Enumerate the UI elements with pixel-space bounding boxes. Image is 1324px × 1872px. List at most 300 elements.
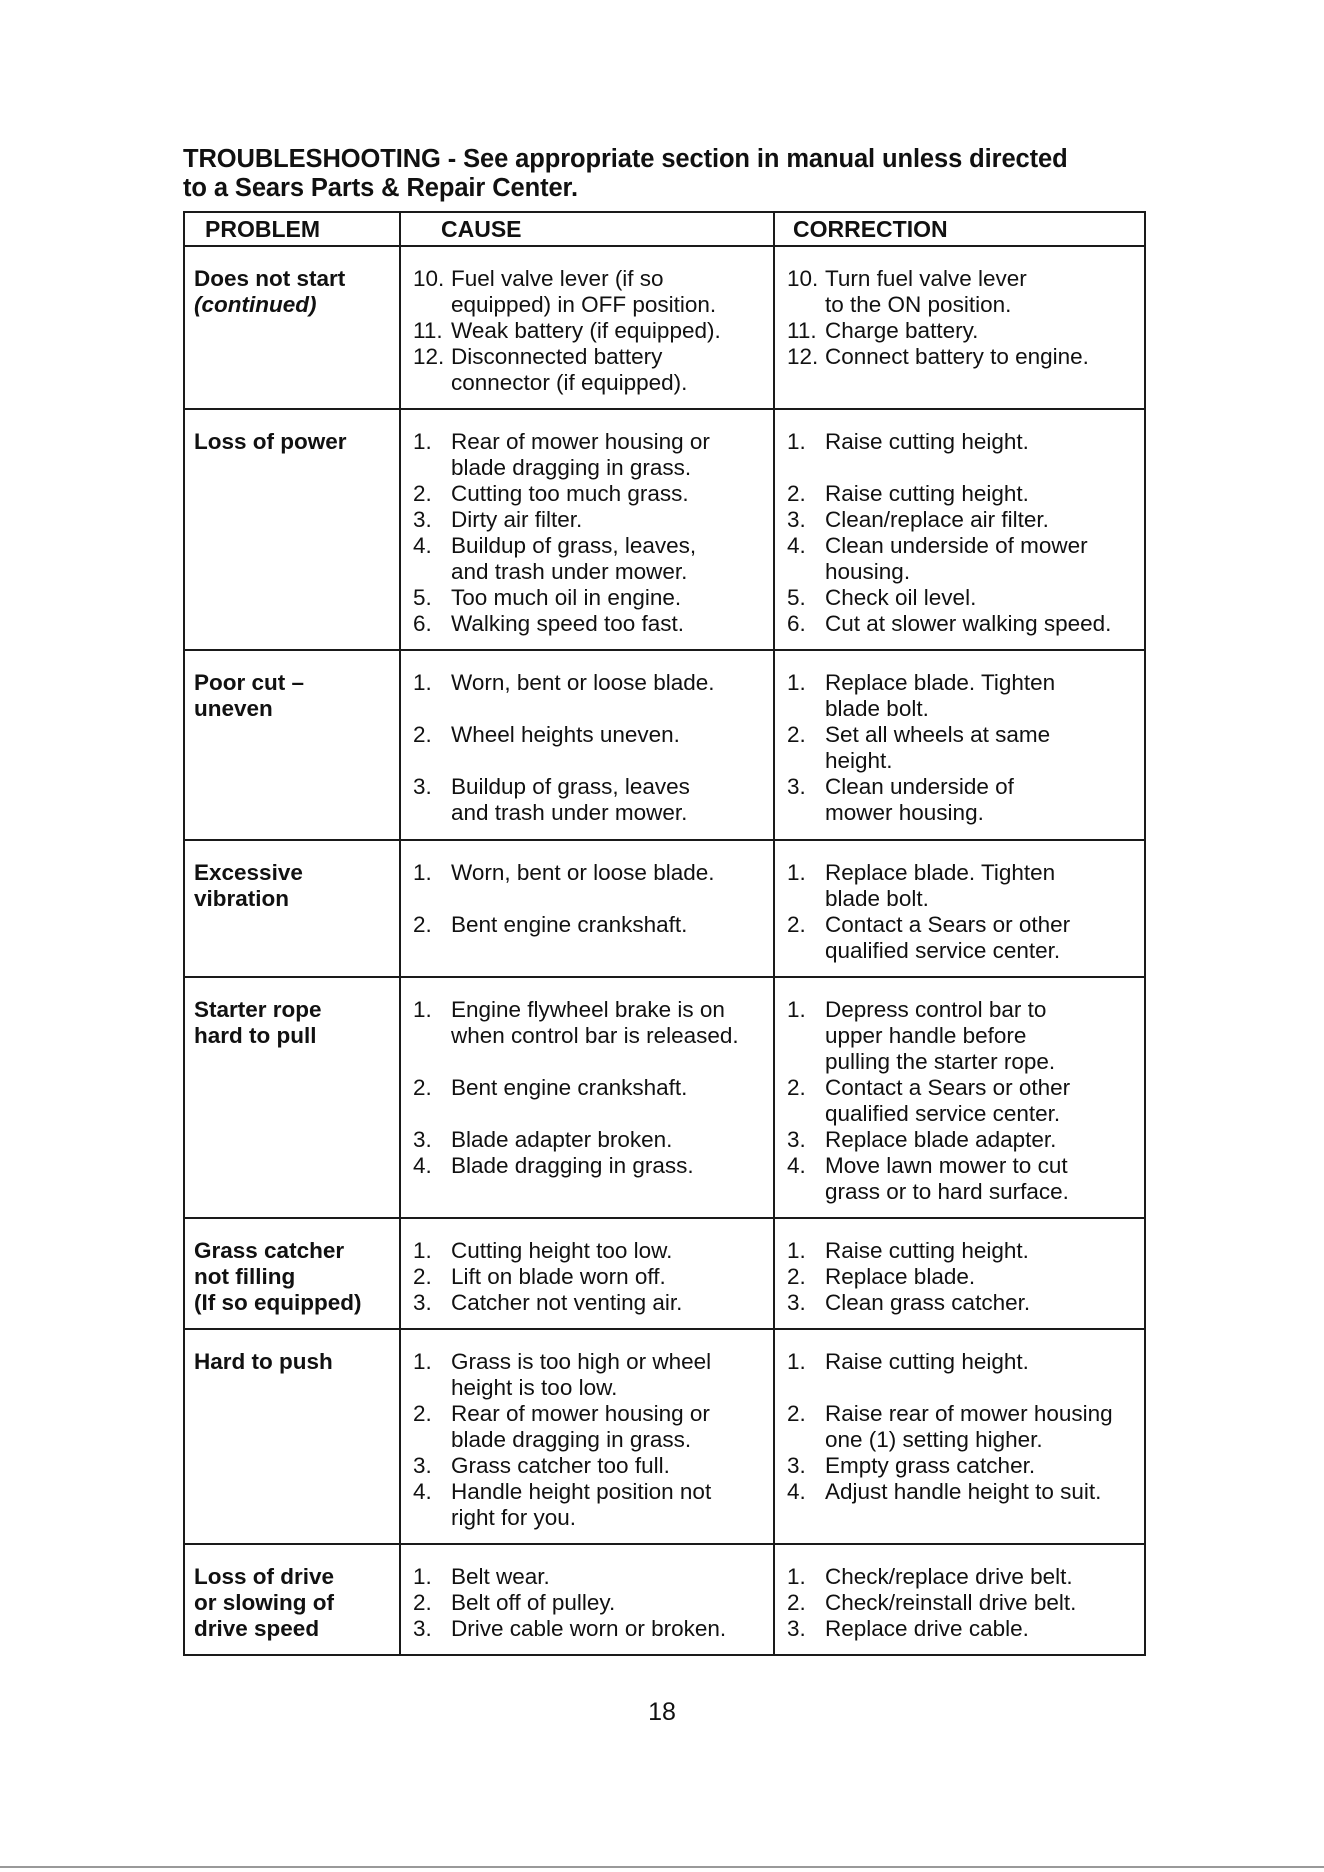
item-spacer xyxy=(413,1101,773,1127)
item-text xyxy=(451,533,773,585)
problem-cell xyxy=(184,1329,400,1544)
item-number: 1. xyxy=(413,670,432,695)
item-number: 1. xyxy=(413,997,432,1022)
item-number: 4. xyxy=(413,1479,432,1504)
problem-text: Loss of drive xyxy=(194,1564,335,1589)
problem-text: hard to pull xyxy=(194,1023,317,1048)
item-line: Replace blade. Tighten xyxy=(825,860,1056,885)
problem-cell xyxy=(184,409,400,650)
item-line: Worn, bent or loose blade. xyxy=(451,860,715,885)
item-line: Raise cutting height. xyxy=(825,429,1029,454)
problem-text: vibration xyxy=(194,886,290,911)
item-line: Adjust handle height to suit. xyxy=(825,1479,1102,1504)
item-number: 2. xyxy=(413,1590,432,1615)
correction-item xyxy=(787,997,1144,1075)
item-number: 4. xyxy=(413,533,432,558)
item-line: housing. xyxy=(825,559,911,584)
problem-text: Poor cut – xyxy=(194,670,305,695)
item-line: Replace blade. xyxy=(825,1264,976,1289)
item-text xyxy=(451,1590,773,1616)
item-number: 1. xyxy=(413,1564,432,1589)
correction-cell xyxy=(774,1544,1145,1655)
item-line: Weak battery (if equipped). xyxy=(451,318,721,343)
cause-item xyxy=(413,860,773,886)
item-line: grass or to hard surface. xyxy=(825,1179,1069,1204)
bottom-rule xyxy=(0,1866,1324,1868)
problem-text: Hard to push xyxy=(194,1349,333,1374)
item-text xyxy=(451,611,773,637)
cause-item xyxy=(413,429,773,481)
problem-cell xyxy=(184,1544,400,1655)
problem-text: Loss of power xyxy=(194,429,347,454)
item-spacer xyxy=(413,886,773,912)
correction-item xyxy=(787,1453,1144,1479)
item-line: Disconnected battery xyxy=(451,344,663,369)
item-text xyxy=(451,585,773,611)
item-line: Connect battery to engine. xyxy=(825,344,1089,369)
cause-cell xyxy=(400,840,774,977)
item-number: 2. xyxy=(413,481,432,506)
header-cause: CAUSE xyxy=(400,212,774,246)
cause-item xyxy=(413,1127,773,1153)
item-text xyxy=(825,1590,1144,1616)
correction-item xyxy=(787,611,1144,637)
correction-item xyxy=(787,266,1144,318)
item-number: 2. xyxy=(787,1075,806,1100)
item-number: 5. xyxy=(413,585,432,610)
item-number: 4. xyxy=(787,1153,806,1178)
item-text xyxy=(451,997,773,1049)
item-number: 2. xyxy=(413,722,432,747)
correction-item xyxy=(787,1238,1144,1264)
item-line: Rear of mower housing or xyxy=(451,1401,710,1426)
heading-line-2: to a Sears Parts & Repair Center. xyxy=(183,174,578,202)
item-line: and trash under mower. xyxy=(451,800,688,825)
correction-item xyxy=(787,774,1144,826)
item-line: when control bar is released. xyxy=(451,1023,739,1048)
item-line: Grass is too high or wheel xyxy=(451,1349,712,1374)
item-text xyxy=(825,344,1144,370)
correction-item xyxy=(787,1616,1144,1642)
item-number: 2. xyxy=(787,1590,806,1615)
item-text xyxy=(451,481,773,507)
item-line: Raise cutting height. xyxy=(825,1238,1029,1263)
problem-cell xyxy=(184,1218,400,1329)
item-number: 3. xyxy=(787,1616,806,1641)
correction-item xyxy=(787,1075,1144,1127)
correction-item xyxy=(787,1564,1144,1590)
cause-item xyxy=(413,1238,773,1264)
table-row xyxy=(184,650,1145,840)
problem-text: Does not start xyxy=(194,266,346,291)
item-number: 3. xyxy=(787,1453,806,1478)
item-line: Worn, bent or loose blade. xyxy=(451,670,715,695)
troubleshooting-table xyxy=(183,211,1146,1656)
item-text xyxy=(451,860,773,886)
table-header-row xyxy=(184,212,1145,246)
item-line: Cutting too much grass. xyxy=(451,481,689,506)
problem-cell xyxy=(184,246,400,409)
cause-cell xyxy=(400,409,774,650)
item-line: Grass catcher too full. xyxy=(451,1453,670,1478)
item-line: Blade dragging in grass. xyxy=(451,1153,694,1178)
problem-note: (continued) xyxy=(194,292,317,317)
item-text xyxy=(825,507,1144,533)
item-text xyxy=(451,722,773,748)
item-text xyxy=(451,1564,773,1590)
item-text xyxy=(825,585,1144,611)
header-problem: PROBLEM xyxy=(184,212,400,246)
problem-text: not filling xyxy=(194,1264,296,1289)
correction-cell xyxy=(774,1218,1145,1329)
item-line: blade dragging in grass. xyxy=(451,1427,692,1452)
item-number: 10. xyxy=(787,266,819,291)
item-number: 3. xyxy=(787,507,806,532)
item-line: Buildup of grass, leaves xyxy=(451,774,690,799)
cause-item xyxy=(413,611,773,637)
item-text xyxy=(451,1290,773,1316)
item-line: Empty grass catcher. xyxy=(825,1453,1036,1478)
item-number: 3. xyxy=(413,1127,432,1152)
correction-cell xyxy=(774,246,1145,409)
item-line: Raise rear of mower housing xyxy=(825,1401,1113,1426)
header-correction: CORRECTION xyxy=(774,212,1145,246)
correction-item xyxy=(787,318,1144,344)
cause-item xyxy=(413,1264,773,1290)
cause-item xyxy=(413,481,773,507)
item-text xyxy=(451,1401,773,1453)
item-number: 1. xyxy=(787,997,806,1022)
table-row xyxy=(184,840,1145,977)
item-number: 3. xyxy=(787,1127,806,1152)
item-number: 6. xyxy=(413,611,432,636)
cause-item xyxy=(413,1453,773,1479)
item-line: Blade adapter broken. xyxy=(451,1127,673,1152)
item-number: 6. xyxy=(787,611,806,636)
item-line: Contact a Sears or other xyxy=(825,1075,1071,1100)
correction-item xyxy=(787,1479,1144,1505)
item-line: Check oil level. xyxy=(825,585,977,610)
item-line: Rear of mower housing or xyxy=(451,429,710,454)
correction-item xyxy=(787,1153,1144,1205)
cause-cell xyxy=(400,1218,774,1329)
item-text xyxy=(451,1153,773,1179)
correction-item xyxy=(787,1590,1144,1616)
item-line: Check/replace drive belt. xyxy=(825,1564,1073,1589)
item-line: qualified service center. xyxy=(825,938,1061,963)
cause-item xyxy=(413,1401,773,1453)
item-line: Move lawn mower to cut xyxy=(825,1153,1068,1178)
table-row xyxy=(184,246,1145,409)
item-text xyxy=(451,1453,773,1479)
item-line: Bent engine crankshaft. xyxy=(451,1075,688,1100)
problem-cell xyxy=(184,977,400,1218)
item-number: 10. xyxy=(413,266,445,291)
item-line: qualified service center. xyxy=(825,1101,1061,1126)
item-line: right for you. xyxy=(451,1505,577,1530)
item-line: Cut at slower walking speed. xyxy=(825,611,1112,636)
item-line: Buildup of grass, leaves, xyxy=(451,533,697,558)
item-line: Wheel heights uneven. xyxy=(451,722,680,747)
item-number: 3. xyxy=(787,774,806,799)
item-number: 4. xyxy=(787,1479,806,1504)
item-text xyxy=(825,1616,1144,1642)
item-line: Replace blade adapter. xyxy=(825,1127,1057,1152)
item-text xyxy=(825,266,1144,318)
item-number: 1. xyxy=(787,1564,806,1589)
cause-item xyxy=(413,912,773,938)
correction-item xyxy=(787,344,1144,370)
table-row xyxy=(184,1544,1145,1655)
problem-text: (If so equipped) xyxy=(194,1290,362,1315)
correction-cell xyxy=(774,977,1145,1218)
item-text xyxy=(825,912,1144,964)
item-number: 2. xyxy=(413,1075,432,1100)
item-line: blade dragging in grass. xyxy=(451,455,692,480)
cause-item xyxy=(413,507,773,533)
problem-text: Starter rope xyxy=(194,997,322,1022)
cause-item xyxy=(413,318,773,344)
item-text xyxy=(451,774,773,826)
item-text xyxy=(451,429,773,481)
item-line: Bent engine crankshaft. xyxy=(451,912,688,937)
item-text xyxy=(451,507,773,533)
item-text xyxy=(825,533,1144,585)
correction-item xyxy=(787,1401,1144,1453)
item-spacer xyxy=(413,1049,773,1075)
correction-item xyxy=(787,507,1144,533)
table-row xyxy=(184,409,1145,650)
cause-item xyxy=(413,722,773,748)
item-number: 3. xyxy=(413,774,432,799)
problem-text: drive speed xyxy=(194,1616,320,1641)
page-number: 18 xyxy=(648,1698,676,1726)
cause-cell xyxy=(400,977,774,1218)
item-number: 2. xyxy=(413,912,432,937)
item-line: Charge battery. xyxy=(825,318,979,343)
problem-text: uneven xyxy=(194,696,273,721)
item-text xyxy=(825,1290,1144,1316)
table-body xyxy=(184,246,1145,1655)
item-line: Drive cable worn or broken. xyxy=(451,1616,727,1641)
item-text xyxy=(825,1153,1144,1205)
table-row xyxy=(184,1329,1145,1544)
item-text xyxy=(451,1075,773,1101)
problem-text: Excessive xyxy=(194,860,303,885)
item-text xyxy=(451,1238,773,1264)
item-text xyxy=(451,1349,773,1401)
item-number: 2. xyxy=(413,1264,432,1289)
correction-item xyxy=(787,429,1144,455)
item-number: 4. xyxy=(413,1153,432,1178)
item-line: height. xyxy=(825,748,893,773)
cause-item xyxy=(413,1349,773,1401)
item-text xyxy=(825,611,1144,637)
item-line: Belt off of pulley. xyxy=(451,1590,616,1615)
item-text xyxy=(825,1453,1144,1479)
cause-item xyxy=(413,1153,773,1179)
item-line: blade bolt. xyxy=(825,696,929,721)
item-line: height is too low. xyxy=(451,1375,618,1400)
item-spacer xyxy=(787,455,1144,481)
table-row xyxy=(184,977,1145,1218)
item-number: 1. xyxy=(413,1349,432,1374)
item-line: Catcher not venting air. xyxy=(451,1290,683,1315)
item-number: 1. xyxy=(787,429,806,454)
correction-item xyxy=(787,912,1144,964)
item-number: 1. xyxy=(787,1238,806,1263)
item-text xyxy=(825,1349,1144,1375)
item-line: Clean underside of xyxy=(825,774,1014,799)
cause-item xyxy=(413,533,773,585)
item-line: Handle height position not xyxy=(451,1479,712,1504)
correction-item xyxy=(787,860,1144,912)
item-line: blade bolt. xyxy=(825,886,929,911)
item-text xyxy=(825,1075,1144,1127)
cause-item xyxy=(413,266,773,318)
item-text xyxy=(825,860,1144,912)
item-line: Clean/replace air filter. xyxy=(825,507,1049,532)
correction-cell xyxy=(774,650,1145,840)
item-spacer xyxy=(413,748,773,774)
cause-item xyxy=(413,1075,773,1101)
correction-item xyxy=(787,1290,1144,1316)
item-text xyxy=(451,1479,773,1531)
item-line: Cutting height too low. xyxy=(451,1238,673,1263)
item-line: Belt wear. xyxy=(451,1564,550,1589)
correction-item xyxy=(787,481,1144,507)
item-line: mower housing. xyxy=(825,800,984,825)
item-line: upper handle before xyxy=(825,1023,1027,1048)
item-line: Walking speed too fast. xyxy=(451,611,685,636)
page-heading xyxy=(183,145,1143,203)
item-text xyxy=(825,722,1144,774)
item-line: Contact a Sears or other xyxy=(825,912,1071,937)
item-number: 5. xyxy=(787,585,806,610)
correction-item xyxy=(787,722,1144,774)
item-line: Set all wheels at same xyxy=(825,722,1051,747)
item-number: 3. xyxy=(787,1290,806,1315)
item-number: 3. xyxy=(413,1453,432,1478)
correction-item xyxy=(787,1127,1144,1153)
item-text xyxy=(825,997,1144,1075)
correction-cell xyxy=(774,840,1145,977)
cause-item xyxy=(413,1590,773,1616)
item-number: 12. xyxy=(787,344,819,369)
item-text xyxy=(451,318,773,344)
item-text xyxy=(825,1264,1144,1290)
item-number: 2. xyxy=(787,1264,806,1289)
item-number: 3. xyxy=(413,507,432,532)
cause-item xyxy=(413,344,773,396)
correction-cell xyxy=(774,409,1145,650)
item-text xyxy=(825,318,1144,344)
item-line: Replace drive cable. xyxy=(825,1616,1029,1641)
item-number: 11. xyxy=(787,318,817,343)
item-number: 3. xyxy=(413,1616,432,1641)
correction-item xyxy=(787,533,1144,585)
item-number: 1. xyxy=(413,429,432,454)
cause-item xyxy=(413,774,773,826)
problem-text: Grass catcher xyxy=(194,1238,345,1263)
item-number: 12. xyxy=(413,344,445,369)
correction-item xyxy=(787,1264,1144,1290)
item-text xyxy=(825,774,1144,826)
correction-item xyxy=(787,585,1144,611)
item-line: Replace blade. Tighten xyxy=(825,670,1056,695)
item-text xyxy=(825,1238,1144,1264)
item-line: Raise cutting height. xyxy=(825,1349,1029,1374)
item-number: 4. xyxy=(787,533,806,558)
item-text xyxy=(825,1127,1144,1153)
item-number: 2. xyxy=(787,481,806,506)
item-text xyxy=(825,1564,1144,1590)
item-text xyxy=(451,912,773,938)
item-text xyxy=(451,1264,773,1290)
item-line: one (1) setting higher. xyxy=(825,1427,1043,1452)
item-line: Clean underside of mower xyxy=(825,533,1088,558)
item-text xyxy=(451,1127,773,1153)
item-text xyxy=(825,1479,1144,1505)
item-number: 1. xyxy=(787,860,806,885)
cause-item xyxy=(413,1616,773,1642)
problem-cell xyxy=(184,840,400,977)
item-line: Too much oil in engine. xyxy=(451,585,682,610)
item-number: 2. xyxy=(787,722,806,747)
item-text xyxy=(825,1401,1144,1453)
item-spacer xyxy=(413,696,773,722)
item-line: and trash under mower. xyxy=(451,559,688,584)
cause-cell xyxy=(400,246,774,409)
cause-item xyxy=(413,585,773,611)
cause-item xyxy=(413,1290,773,1316)
item-text xyxy=(451,344,773,396)
item-number: 1. xyxy=(413,860,432,885)
item-number: 3. xyxy=(413,1290,432,1315)
item-line: Depress control bar to xyxy=(825,997,1047,1022)
item-text xyxy=(825,481,1144,507)
heading-line-1: TROUBLESHOOTING - See appropriate section in manual unless directed xyxy=(183,145,1068,173)
item-line: pulling the starter rope. xyxy=(825,1049,1056,1074)
item-text xyxy=(451,266,773,318)
table-row xyxy=(184,1218,1145,1329)
item-line: connector (if equipped). xyxy=(451,370,688,395)
item-text xyxy=(825,429,1144,455)
item-line: Dirty air filter. xyxy=(451,507,583,532)
item-number: 2. xyxy=(787,1401,806,1426)
item-line: Raise cutting height. xyxy=(825,481,1029,506)
item-line: to the ON position. xyxy=(825,292,1012,317)
problem-text: or slowing of xyxy=(194,1590,334,1615)
item-text xyxy=(825,670,1144,722)
cause-cell xyxy=(400,650,774,840)
item-text xyxy=(451,670,773,696)
item-number: 2. xyxy=(787,912,806,937)
cause-cell xyxy=(400,1544,774,1655)
item-line: Clean grass catcher. xyxy=(825,1290,1031,1315)
item-spacer xyxy=(787,1375,1144,1401)
item-line: equipped) in OFF position. xyxy=(451,292,717,317)
cause-item xyxy=(413,1479,773,1531)
cause-item xyxy=(413,1564,773,1590)
item-line: Lift on blade worn off. xyxy=(451,1264,666,1289)
item-number: 11. xyxy=(413,318,443,343)
correction-item xyxy=(787,670,1144,722)
problem-cell xyxy=(184,650,400,840)
correction-cell xyxy=(774,1329,1145,1544)
item-line: Fuel valve lever (if so xyxy=(451,266,664,291)
item-number: 1. xyxy=(787,670,806,695)
